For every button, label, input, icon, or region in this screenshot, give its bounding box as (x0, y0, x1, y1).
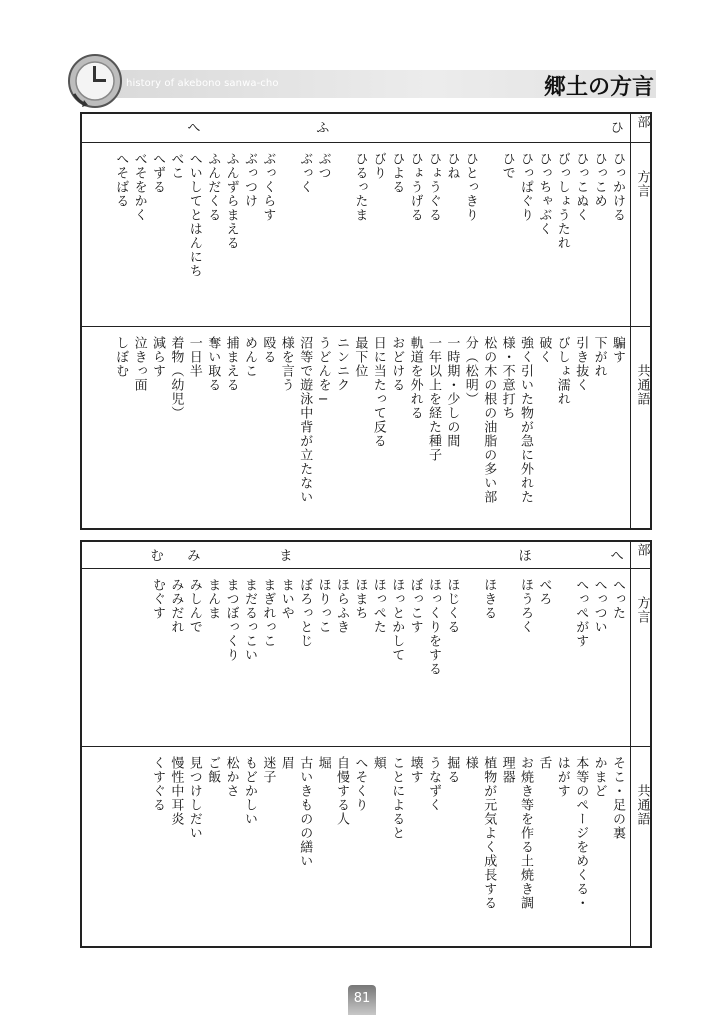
common-word: 沼等で遊泳中背が立たない (297, 336, 313, 504)
kana-heading: ひ (610, 121, 624, 136)
dialect-word: へった (609, 578, 625, 620)
common-word: 迷子 (260, 756, 276, 784)
dialect-word (497, 578, 515, 742)
common-word: 一年以上を経た種子 (425, 336, 441, 462)
common-word: 分（松明） (462, 336, 478, 406)
common-word: おどける (389, 336, 405, 392)
head-divider (80, 568, 652, 569)
dialect-word: ひよる (389, 152, 405, 194)
dialect-table-2 (80, 540, 652, 948)
dialect-word: ほうろく (517, 578, 533, 634)
dialect-word: びり (370, 152, 386, 180)
dialect-word: へっぺがす (573, 578, 589, 648)
common-word: 強く引いた物が急に外れた (517, 336, 533, 504)
common-word: 見つけしだい (186, 756, 202, 840)
dialect-word: ほじくる (444, 578, 460, 634)
table-border-bottom (80, 528, 652, 530)
common-word: 一日半 (186, 336, 202, 378)
common-word: そこ・足の裏 (609, 756, 625, 840)
dialect-word: へっつい (591, 578, 607, 634)
dialect-word: ぼっこす (407, 578, 423, 634)
label-divider (630, 540, 631, 948)
dialect-word: ほらふき (333, 578, 349, 634)
header-subtitle: history of akebono sanwa-cho (126, 78, 279, 89)
dialect-word: ひとっきり (462, 152, 478, 222)
common-word: 松かさ (223, 756, 239, 798)
common-word: お焼き等を作る土焼き調 (517, 756, 533, 910)
dialect-word: ふんずらまえる (223, 152, 239, 250)
common-word: 捕まえる (223, 336, 239, 392)
page-header (0, 0, 724, 110)
common-word: 舌 (536, 756, 552, 770)
dialect-word (332, 152, 350, 322)
common-word: 日に当たって反る (370, 336, 386, 448)
label-hougen: 方言 (634, 170, 650, 198)
dialect-word: ひね (444, 152, 460, 180)
common-word: 眉 (278, 756, 294, 770)
common-word: 自慢する人 (333, 756, 349, 826)
kana-heading: ふ (316, 121, 330, 136)
common-word: 奪い取る (205, 336, 221, 392)
dialect-word: ぶつ (315, 152, 331, 180)
dialect-word: まつぼっくり (223, 578, 239, 662)
dialect-table-1 (80, 112, 652, 530)
common-word: 頬 (370, 756, 386, 770)
dialect-word: みみだれ (168, 578, 184, 634)
common-word: うなずく (425, 756, 441, 812)
dialect-word: ひっかける (609, 152, 625, 222)
common-word: 古いきものの繕い (297, 756, 313, 868)
dialect-word: ひっぱぐり (517, 152, 533, 222)
common-word: 最下位 (352, 336, 368, 378)
dialect-word: べそをかく (131, 152, 147, 222)
common-word: 植物が元気よく成長する (481, 756, 497, 910)
dialect-word: ほっとかして (389, 578, 405, 662)
dialect-word: ひょうげる (407, 152, 423, 222)
dialect-word: まんま (205, 578, 221, 620)
table-border-left (80, 540, 82, 948)
common-word: へそくり (352, 756, 368, 812)
common-word: 下がれ (591, 336, 607, 378)
dialect-word: ほきる (481, 578, 497, 620)
page-title: 郷土の方言 (543, 75, 654, 100)
dialect-word: ほっくりをする (425, 578, 441, 676)
common-word: 慢性中耳炎 (168, 756, 184, 826)
kana-heading: み (187, 549, 201, 564)
common-word: もどかしい (241, 756, 257, 826)
kana-heading: へ (610, 549, 624, 564)
dialect-word: ぶっつけ (241, 152, 257, 208)
dialect-word: べこ (168, 152, 184, 180)
dialect-word: へずる (149, 152, 165, 194)
label-kyoutsuugo: 共通語 (634, 784, 650, 826)
common-word: うどんを− (315, 336, 331, 408)
dialect-word: ほっぺた (370, 578, 386, 634)
kana-heading: ほ (518, 549, 532, 564)
dialect-word: ぼろっとじ (297, 578, 313, 648)
dialect-word: ひで (499, 152, 515, 180)
dialect-word: ひっこぬく (573, 152, 589, 222)
common-word: 理器 (499, 756, 515, 784)
dialect-word: ぶっく (297, 152, 313, 194)
common-word: 壊す (407, 756, 423, 784)
dialect-word: ふんだくる (205, 152, 221, 222)
common-word: 泣きっ面 (131, 336, 147, 392)
dialect-word: ひるったま (352, 152, 368, 222)
common-word: 松の木の根の油脂の多い部 (481, 336, 497, 504)
clock-logo-icon (66, 52, 124, 110)
dialect-word: ひっちゃぶく (536, 152, 552, 236)
dialect-word: むぐす (149, 578, 165, 620)
common-word: 殴る (260, 336, 276, 364)
label-kyoutsuugo: 共通語 (634, 364, 650, 406)
common-word: 減らす (149, 336, 165, 378)
dialect-word: ぶっくらす (260, 152, 276, 222)
dialect-word: べろ (536, 578, 552, 606)
label-hougen: 方言 (634, 596, 650, 624)
dialect-word: ひょうぐる (425, 152, 441, 222)
kana-heading: ま (279, 549, 293, 564)
common-word: ニンニク (333, 336, 349, 392)
kana-heading: む (150, 549, 164, 564)
table-border-bottom (80, 946, 652, 948)
dialect-word (276, 152, 294, 322)
label-bu: 部 (634, 543, 650, 557)
page-number: 81 (348, 985, 376, 1015)
common-word: 様・不意打ち (499, 336, 515, 420)
dialect-word: へそばる (113, 152, 129, 208)
table-border-top (80, 540, 652, 542)
common-word: 破く (536, 336, 552, 364)
label-divider (630, 112, 631, 530)
dialect-word: まいや (278, 578, 294, 620)
common-word: くすぐる (149, 756, 165, 812)
common-word: 一時期・少しの間 (444, 336, 460, 448)
common-word: 本等のページをめくる・ (573, 756, 589, 910)
head-divider (80, 142, 652, 143)
common-word: 堀 (315, 756, 331, 770)
dialect-word (460, 578, 478, 742)
table-border-top (80, 112, 652, 114)
common-word: 引き抜く (573, 336, 589, 392)
common-word: 着物（幼児） (168, 336, 184, 420)
common-word: 騙す (609, 336, 625, 364)
dialect-word: ほまち (352, 578, 368, 620)
dialect-word: みしんで (186, 578, 202, 634)
kana-heading: へ (187, 121, 201, 136)
common-word: しぼむ (113, 336, 129, 378)
common-word: 掘る (444, 756, 460, 784)
common-word: 様 (462, 756, 478, 770)
dialect-word (479, 152, 497, 322)
dialect-word: へいしてとはんにち (186, 152, 202, 278)
common-word: びしょ濡れ (554, 336, 570, 406)
common-word: 軌道を外れる (407, 336, 423, 420)
common-word: めんこ (241, 336, 257, 378)
dialect-divider (80, 746, 652, 747)
dialect-word: ほりっこ (315, 578, 331, 634)
common-word: ことによると (389, 756, 405, 840)
dialect-word: まぎれっこ (260, 578, 276, 648)
common-word: かまど (591, 756, 607, 798)
dialect-word: まだるっこい (241, 578, 257, 662)
common-word: 様を言う (278, 336, 294, 392)
dialect-word: ひっこめ (591, 152, 607, 208)
dialect-word (552, 578, 570, 742)
label-bu: 部 (634, 115, 650, 129)
dialect-divider (80, 326, 652, 327)
dialect-word: びっしょうたれ (554, 152, 570, 250)
common-word: はがす (554, 756, 570, 798)
table-border-left (80, 112, 82, 530)
common-word: ご飯 (205, 756, 221, 784)
